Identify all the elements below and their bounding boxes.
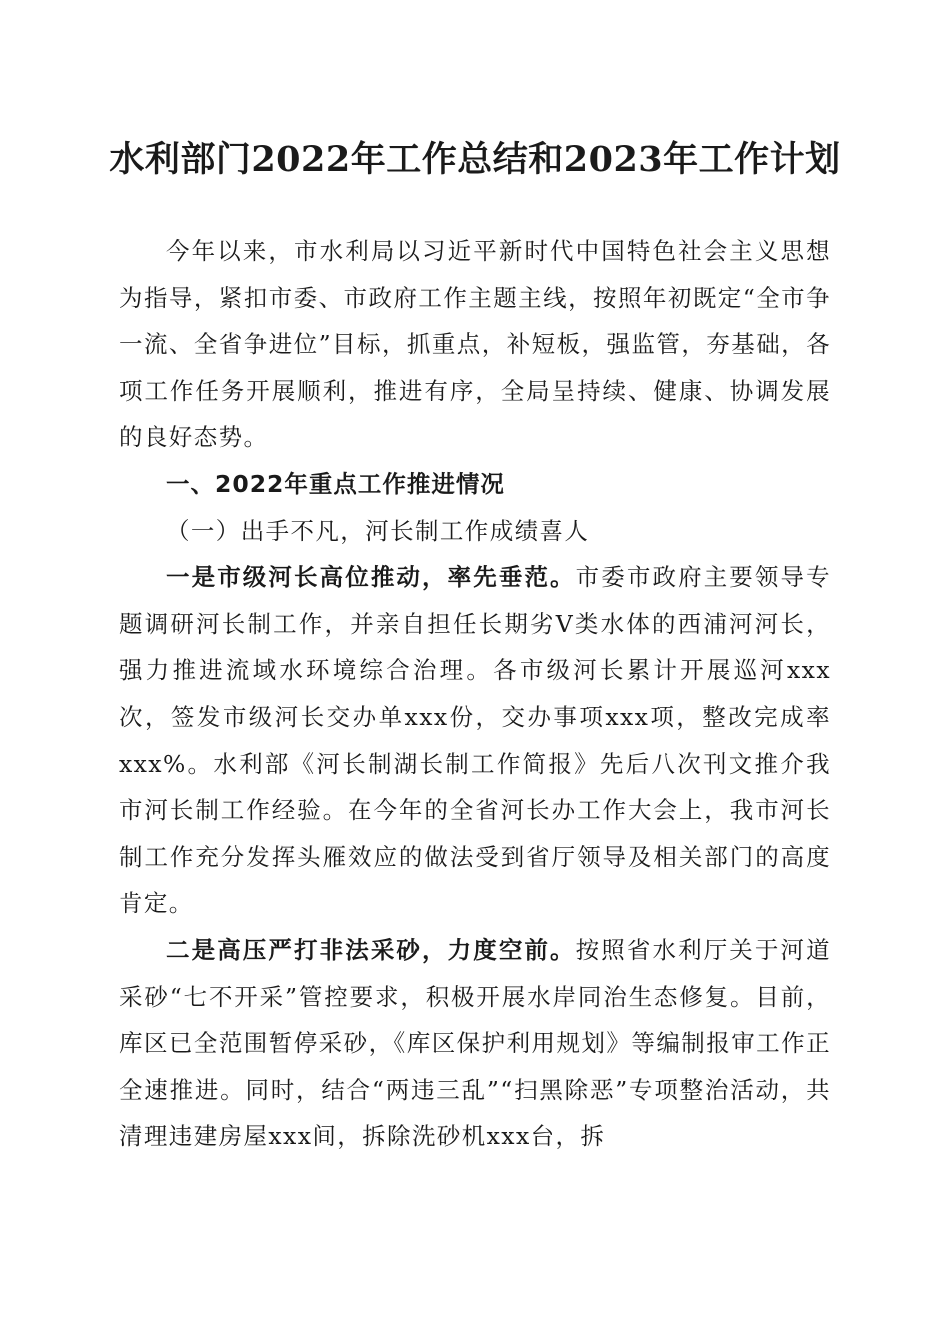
paragraph-lead: 二是高压严打非法采砂，力度空前。	[166, 935, 576, 964]
paragraph-lead: 一是市级河长高位推动，率先垂范。	[166, 563, 576, 592]
section-heading: 一、2022年重点工作推进情况	[166, 469, 505, 498]
paragraph-text: 市委市政府主要领导专题调研河长制工作，并亲自担任长期劣Ⅴ类水体的西浦河河长，强力推进流域水环境综合治理。各市级河长累计开展巡河xxx次，签发市级河长交办单xxx份，交办事项xxx项，整改完成率xxx%。水利部《河长制湖长制工作简报》先后八次刊文推介我市河长制工作经验。在今年的全省河长办工作大会上，我市河长制工作充分发挥头雁效应的做法受到省厅领导及相关部门的高度肯定。	[119, 563, 832, 918]
document-body	[119, 228, 831, 1160]
paragraph-text: 按照省水利厅关于河道采砂“七不开采”管控要求，积极开展水岸同治生态修复。目前，库区已全范围暂停采砂，《库区保护利用规划》等编制报审工作正全速推进。同时，结合“两违三乱”“扫黑除恶”专项整治活动，共清理违建房屋xxx间，拆除洗砂机xxx台，拆	[119, 935, 832, 1151]
intro-paragraph: 今年以来，市水利局以习近平新时代中国特色社会主义思想为指导，紧扣市委、市政府工作主题主线，按照年初既定“全市争一流、全省争进位”目标，抓重点，补短板，强监管，夯基础，各项工作任务开展顺利，推进有序，全局呈持续、健康、协调发展的良好态势。	[119, 237, 831, 452]
paragraph-river-chief	[119, 554, 831, 927]
document-title: 水利部门2022年工作总结和2023年工作计划	[109, 139, 841, 180]
paragraph-sand-mining	[119, 927, 831, 1160]
subsection-heading: （一）出手不凡，河长制工作成绩喜人	[166, 516, 590, 545]
